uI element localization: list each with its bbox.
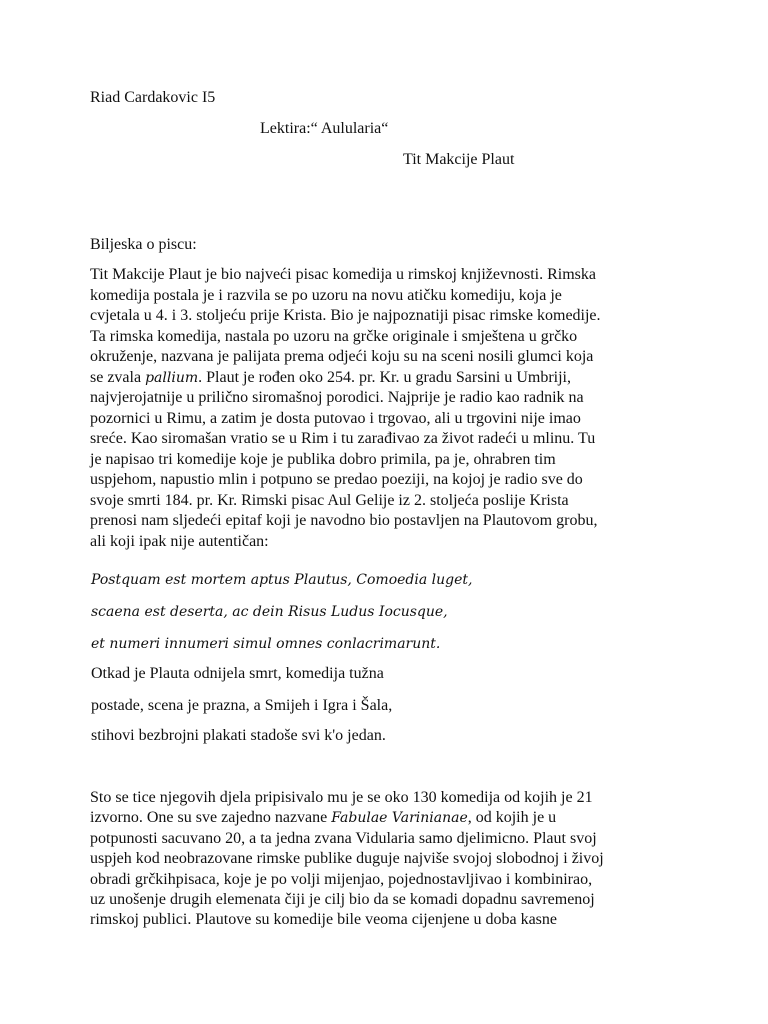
text-line [90,368,700,389]
text-line: uspjeh kod neobrazovane rimske publike duguje najviše svojoj slobodnoj i živoj [90,850,604,868]
latin-verse: et numeri innumeri simul omnes conlacrimarunt. [91,636,441,652]
fabulae-title: Fabulae Varinianae [331,810,468,827]
writer-name: Tit Makcije Plaut [403,151,515,168]
text-line: prenosi nam sljedeći epitaf koji je navodno bio postavljen na Plautovom grobu, [90,512,598,529]
text-line [90,808,710,828]
pallium-term: pallium [145,369,199,386]
bio-heading: Biljeska o piscu: [90,236,197,253]
lektira-title: Lektira:“ Aulularia“ [260,120,389,137]
text-span: izvorno. One su sve zajedno nazvane [90,809,332,827]
text-line: Sto se tice njegovih djela pripisivalo mu je se oko 130 komedija od kojih je 21 [90,789,593,806]
text-line: pozornici u Rimu, a zatim je dosta putovao i trgovao, ali u trgovini nije imao [90,409,581,427]
works-paragraph [90,788,710,931]
bio-paragraph [90,265,700,552]
text-line: rimskoj publici. Plautove su komedije bile veoma cijenjene u doba kasne [90,911,557,929]
text-line: Tit Makcije Plaut je bio najveći pisac komedija u rimskoj književnosti. Rimska [90,266,597,283]
text-line: obradi grčkihpisaca, koje je po volji mijenjao, pojednostavljivao i kombinirao, [90,870,593,888]
text-line: svoje smrti 184. pr. Kr. Rimski pisac Aul Gelije iz 2. stoljeća poslije Krista [90,491,569,509]
text-line: sreće. Kao siromašan vratio se u Rim i tu zarađivao za život radeći u mlinu. Tu [90,430,596,447]
text-span: . Plaut je rođen oko 254. pr. Kr. u gradu Sarsini u Umbriji, [198,368,571,386]
text-span: se zvala [90,368,146,386]
translated-verse: postade, scena je prazna, a Smijeh i Igra i Šala, [91,697,393,714]
text-line: uspjehom, napustio mlin i potpuno se predao poeziji, na kojoj je radio sve do [90,471,583,488]
translated-verse: Otkad je Plauta odnijela smrt, komedija tužna [91,665,384,682]
text-span: , od kojih je u [467,809,557,827]
latin-verse: scaena est deserta, ac dein Risus Ludus Iocusque, [91,604,448,620]
text-line: komedija postala je i razvila se po uzoru na novu atičku komediju, koja je [90,286,562,304]
text-line: ali koji ipak nije autentičan: [90,532,269,550]
translated-verse: stihovi bezbrojni plakati stadoše svi k'o jedan. [91,727,386,744]
author-line: Riad Cardakovic I5 [90,89,216,106]
text-line: je napisao tri komedije koje je publika dobro primila, pa je, ohrabren tim [90,450,556,468]
latin-verse: Postquam est mortem aptus Plautus, Comoedia luget, [91,572,473,588]
text-line: cvjetala u 4. i 3. stoljeću prije Krista. Bio je najpoznatiji pisac rimske komedije. [90,307,601,324]
text-line: potpunosti sacuvano 20, a ta jedna zvana Vidularia samo djelimicno. Plaut svoj [90,829,597,847]
text-line: Ta rimska komedija, nastala po uzoru na grčke originale i smještena u grčko [90,327,578,345]
text-line: uz unošenje drugih elemenata čiji je cilj bio da se komadi dopadnu savremenoj [90,891,595,909]
text-line: okruženje, nazvana je palijata prema odjeći koju su na sceni nosili glumci koja [90,348,594,365]
text-line: najvjerojatnije u prilično siromašnoj porodici. Najprije je radio kao radnik na [90,389,584,406]
